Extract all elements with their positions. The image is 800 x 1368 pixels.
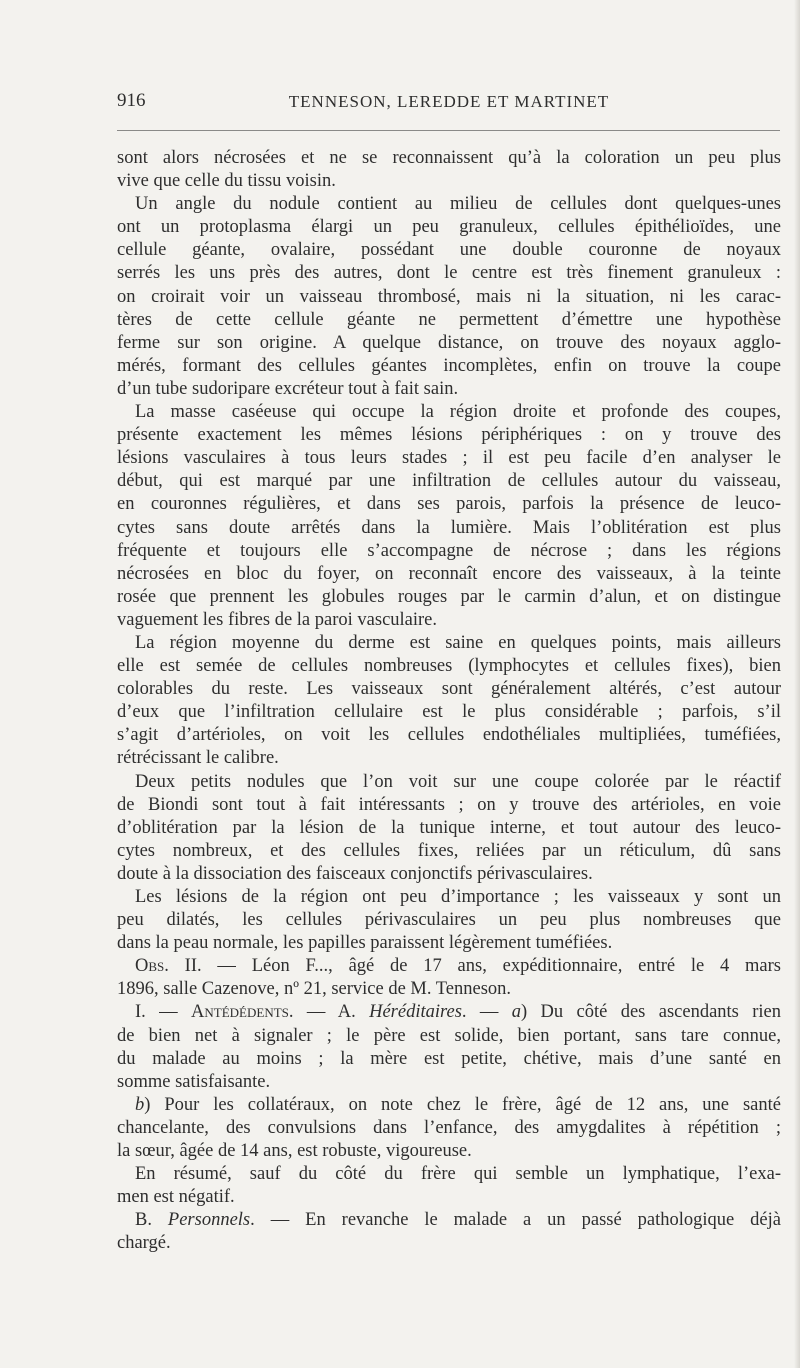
italic-text: Héréditaires xyxy=(369,1002,462,1023)
text-line: lésions vasculaires à tous leurs stades ; il est peu facile d’en analyser le xyxy=(117,448,781,469)
text-line: Un angle du nodule contient au milieu de cellules dont quelques-unes xyxy=(135,194,781,215)
text-line: s’agit d’artérioles, on voit les cellules endothéliales multipliées, tuméfiées, xyxy=(117,725,781,746)
text-line: 1896, salle Cazenove, nº 21, service de M. Tenneson. xyxy=(117,979,512,1000)
text-segment: I. — xyxy=(135,1002,192,1023)
running-header xyxy=(117,90,781,116)
text-line: mérés, formant des cellules géantes incomplètes, enfin on trouve la coupe xyxy=(117,355,781,376)
text-line: Deux petits nodules que l’on voit sur une coupe colorée par le réactif xyxy=(135,771,781,792)
paragraph xyxy=(117,955,781,1001)
paragraph xyxy=(117,193,781,401)
text-segment: II. — Léon F..., âgé de 17 ans, expéditionnaire, entré le 4 mars xyxy=(168,956,781,977)
text-line: La masse caséeuse qui occupe la région droite et profonde des coupes, xyxy=(135,402,781,423)
body-text xyxy=(117,147,781,1256)
text-line: cytes nombreux, et des cellules fixes, reliées par un réticulum, dû sans xyxy=(117,840,781,861)
text-line: doute à la dissociation des faisceaux conjonctifs périvasculaires. xyxy=(117,863,593,884)
text-line: fréquente et toujours elle s’accompagne de nécrose ; dans les régions xyxy=(117,540,781,561)
text-line: d’oblitération par la lésion de la tunique interne, et tout autour des leuco- xyxy=(117,817,781,838)
italic-text: Personnels xyxy=(167,1210,251,1231)
text-line: d’eux que l’infiltration cellulaire est le plus considérable ; parfois, s’il xyxy=(117,702,781,723)
text-segment: B. xyxy=(135,1210,168,1231)
text-line: on croirait voir un vaisseau thrombosé, mais ni la situation, ni les carac- xyxy=(117,286,781,307)
paragraph xyxy=(117,1001,781,1093)
text-line xyxy=(117,1001,781,1024)
paragraph xyxy=(117,401,781,632)
text-segment: ) Du côté des ascendants rien xyxy=(521,1002,782,1023)
text-line: men est négatif. xyxy=(117,1187,235,1208)
small-caps-text: Antédédents xyxy=(191,1002,289,1023)
text-line: de Biondi sont tout à fait intéressants ; on y trouve des artérioles, en voie xyxy=(117,794,781,815)
text-line: d’un tube sudoripare excréteur tout à fait sain. xyxy=(117,378,459,399)
text-line: rétrécissant le calibre. xyxy=(117,748,279,769)
text-line: sont alors nécrosées et ne se reconnaissent qu’à la coloration un peu plus xyxy=(117,148,781,168)
text-line: la sœur, âgée de 14 ans, est robuste, vigoureuse. xyxy=(117,1141,472,1162)
italic-text: b xyxy=(135,1094,145,1115)
paragraph xyxy=(117,1163,781,1209)
text-line: colorables du reste. Les vaisseaux sont généralement altérés, c’est autour xyxy=(117,679,781,700)
text-line: En résumé, sauf du côté du frère qui semble un lymphatique, l’exa- xyxy=(135,1164,781,1185)
paragraph xyxy=(117,1209,781,1255)
text-line: ferme sur son origine. A quelque distance, on trouve des noyaux agglo- xyxy=(117,332,781,353)
text-line: cytes sans doute arrêtés dans la lumière. Mais l’oblitération est plus xyxy=(117,517,781,538)
text-line xyxy=(117,1094,781,1117)
text-line: serrés les uns près des autres, dont le centre est très finement granuleux : xyxy=(117,263,781,284)
text-line: du malade au moins ; la mère est petite, chétive, mais d’une santé en xyxy=(117,1048,781,1069)
text-line: Les lésions de la région ont peu d’importance ; les vaisseaux y sont un xyxy=(135,887,781,907)
text-line: nécrosées en bloc du foyer, on reconnaît encore des vaisseaux, à la teinte xyxy=(117,563,781,584)
text-line xyxy=(117,1209,781,1232)
text-line: de bien net à signaler ; le père est solide, bien portant, sans tare connue, xyxy=(117,1025,781,1046)
paragraph xyxy=(117,1094,781,1163)
text-line: vaguement les fibres de la paroi vasculaire. xyxy=(117,609,438,630)
text-segment: ) Pour les collatéraux, on note chez le frère, âgé de 12 ans, une santé xyxy=(144,1094,781,1115)
paragraph xyxy=(117,147,781,193)
text-line: tères de cette cellule géante ne permettent d’émettre une hypothèse xyxy=(117,309,781,330)
small-caps-text: Obs. xyxy=(135,956,169,977)
paragraph xyxy=(117,632,781,771)
text-segment: . — xyxy=(461,1002,512,1023)
text-line: vive que celle du tissu voisin. xyxy=(117,171,336,192)
text-line: chancelante, des convulsions dans l’enfance, des amygdalites à répétition ; xyxy=(117,1117,781,1138)
page-edge-shadow xyxy=(794,0,800,1368)
text-line: elle est semée de cellules nombreuses (lymphocytes et cellules fixes), bien xyxy=(117,656,781,677)
header-rule xyxy=(117,130,780,131)
text-line: rosée que prennent les globules rouges par le carmin d’alun, et on distingue xyxy=(117,586,781,607)
paragraph xyxy=(117,886,781,955)
text-line: La région moyenne du derme est saine en quelques points, mais ailleurs xyxy=(135,632,781,653)
text-line: début, qui est marqué par une infiltration de cellules autour du vaisseau, xyxy=(117,471,781,492)
page-number: 916 xyxy=(117,90,146,111)
text-line: dans la peau normale, les papilles paraissent légèrement tuméfiées. xyxy=(117,933,613,954)
text-segment: . — En revanche le malade a un passé pathologique déjà xyxy=(250,1210,781,1231)
italic-text: a xyxy=(511,1002,522,1023)
text-line: chargé. xyxy=(117,1233,171,1254)
text-line xyxy=(117,955,781,978)
text-line: présente exactement les mêmes lésions périphériques : on y trouve des xyxy=(117,425,781,446)
text-line: en couronnes régulières, et dans ses parois, parfois la présence de leuco- xyxy=(117,494,781,515)
text-segment: . — A. xyxy=(288,1002,370,1023)
text-line: peu dilatés, les cellules périvasculaires un peu plus nombreuses que xyxy=(117,910,781,931)
text-line: ont un protoplasma élargi un peu granuleux, cellules épithélioïdes, une xyxy=(117,217,781,238)
text-line: cellule géante, ovalaire, possédant une double couronne de noyaux xyxy=(117,240,781,261)
running-title: TENNESON, LEREDDE ET MARTINET xyxy=(288,92,610,111)
paragraph xyxy=(117,771,781,886)
text-line: somme satisfaisante. xyxy=(117,1071,271,1092)
